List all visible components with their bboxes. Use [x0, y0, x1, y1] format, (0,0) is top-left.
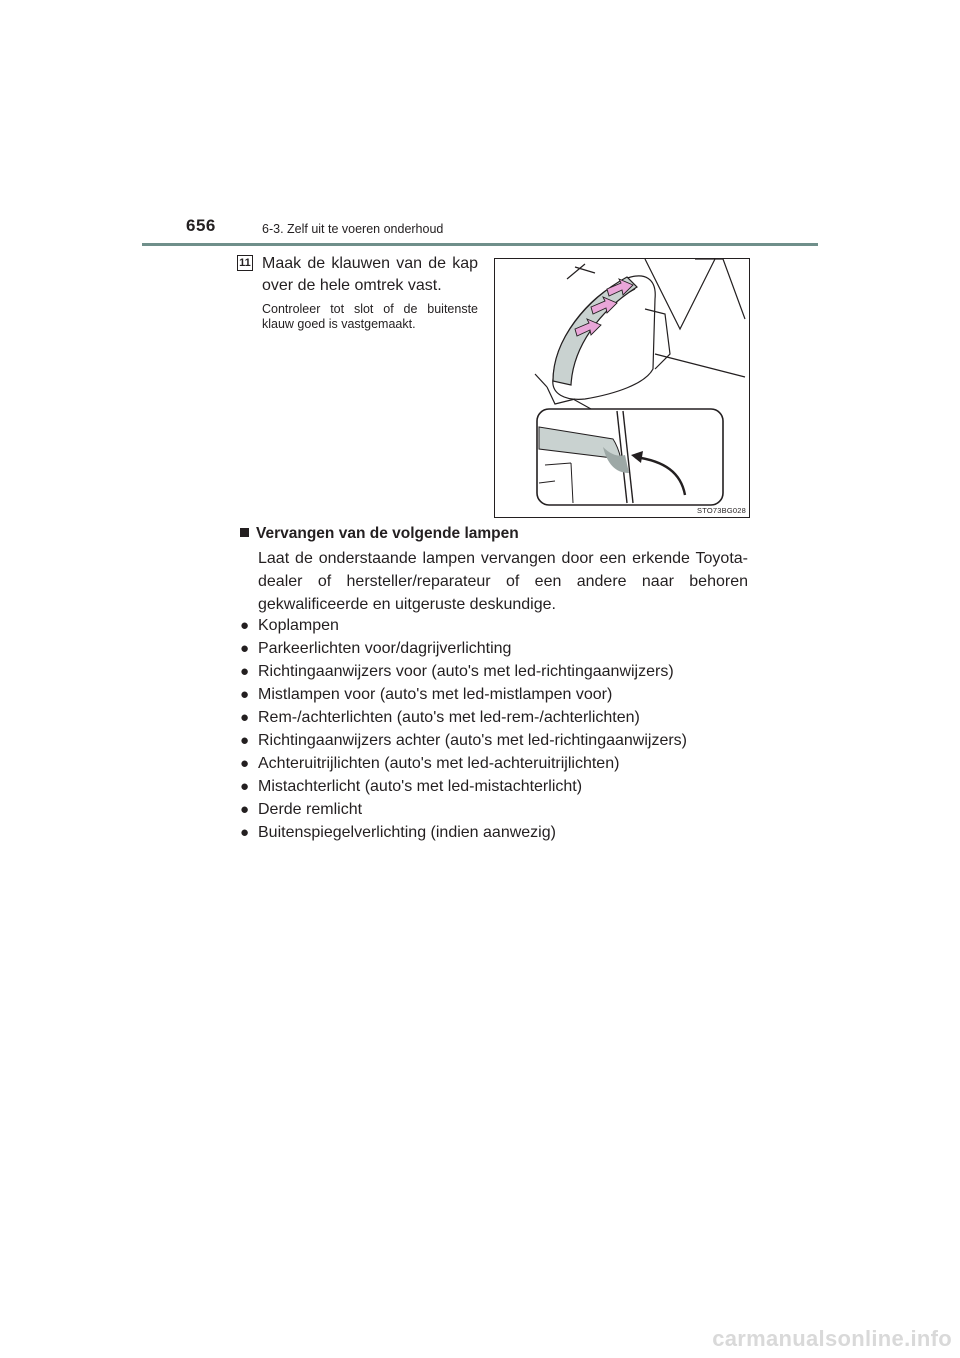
list-item-text: Mistachterlicht (auto's met led-mistachterlicht) — [258, 778, 583, 795]
section-title: 6-3. Zelf uit te voeren onderhoud — [262, 222, 444, 236]
list-item — [240, 660, 687, 683]
bullet-icon: ● — [240, 755, 250, 772]
mirror-drawing — [495, 259, 749, 517]
push-arrows — [575, 279, 633, 336]
step-note: Controleer tot slot of de buitenste klauw goed is vastgemaakt. — [262, 302, 478, 331]
list-item-text: Richtingaanwijzers achter (auto's met led-richtingaanwijzers) — [258, 732, 688, 749]
mirror-cover-illustration — [494, 258, 750, 518]
heading-square-marker — [240, 528, 249, 537]
step-text: Maak de klauwen van de kap over de hele omtrek vast. — [262, 255, 478, 294]
bullet-icon: ● — [240, 824, 250, 841]
figure-code: STO73BG028 — [697, 506, 746, 515]
bullet-icon: ● — [240, 732, 250, 749]
list-item — [240, 752, 687, 775]
list-item-text: Koplampen — [258, 617, 339, 634]
bullet-icon: ● — [240, 663, 250, 680]
list-item-text: Parkeerlichten voor/dagrijverlichting — [258, 640, 512, 657]
page-number: 656 — [186, 216, 216, 235]
list-item — [240, 729, 687, 752]
sub-heading-text: Vervangen van de volgende lampen — [256, 525, 519, 542]
header-rule — [142, 243, 818, 246]
list-item — [240, 683, 687, 706]
bullet-icon: ● — [240, 617, 250, 634]
list-item — [240, 775, 687, 798]
list-item-text: Richtingaanwijzers voor (auto's met led-richtingaanwijzers) — [258, 663, 674, 680]
list-item-text: Buitenspiegelverlichting (indien aanwezig) — [258, 824, 556, 841]
list-item-text: Derde remlicht — [258, 801, 363, 818]
list-item-text: Mistlampen voor (auto's met led-mistlampen voor) — [258, 686, 613, 703]
list-item — [240, 637, 687, 660]
bullet-icon: ● — [240, 709, 250, 726]
list-item-text: Rem-/achterlichten (auto's met led-rem-/achterlichten) — [258, 709, 640, 726]
sub-heading — [240, 525, 519, 543]
list-item — [240, 798, 687, 821]
bullet-icon: ● — [240, 640, 250, 657]
list-item — [240, 614, 687, 637]
watermark: carmanualsonline.info — [712, 1326, 952, 1351]
list-item — [240, 821, 687, 844]
bullet-icon: ● — [240, 801, 250, 818]
bullet-icon: ● — [240, 778, 250, 795]
step-badge: 11 — [237, 255, 253, 271]
body-paragraph: Laat de onderstaande lampen vervangen door een erkende Toyota-dealer of hersteller/reparateur of een andere naar behoren gekwalificeerde en uitgeruste deskundige. — [258, 550, 748, 613]
bullet-icon: ● — [240, 686, 250, 703]
list-item — [240, 706, 687, 729]
lamp-list — [240, 614, 687, 844]
list-item-text: Achteruitrijlichten (auto's met led-achteruitrijlichten) — [258, 755, 620, 772]
